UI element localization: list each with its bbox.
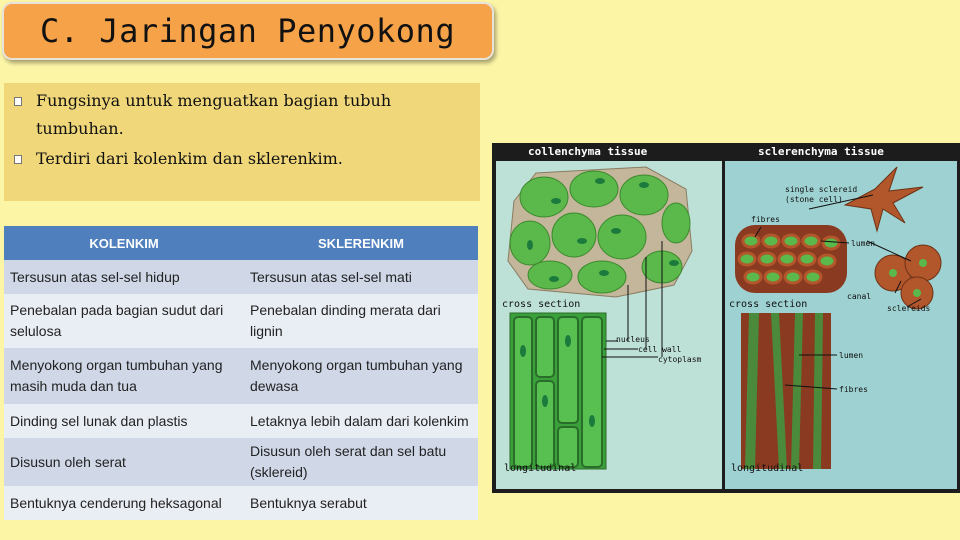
table-cell: Menyokong organ tumbuhan yang dewasa <box>244 348 478 404</box>
column-header-sklerenkim: SKLERENKIM <box>244 226 478 260</box>
bullet-list <box>4 83 480 201</box>
collenchyma-title: collenchyma tissue <box>528 145 648 158</box>
fibres-top-label: fibres <box>751 215 780 224</box>
bullet-item <box>14 87 476 143</box>
stone-cell-label: (stone cell) <box>785 195 843 204</box>
bullet-square-icon <box>14 155 22 164</box>
cytoplasm-label: cytoplasm <box>658 355 702 364</box>
table-row <box>4 348 478 404</box>
table-cell: Dinding sel lunak dan plastis <box>4 404 244 438</box>
longitudinal-label: longitudinal <box>731 463 804 474</box>
table-cell: Disusun oleh serat dan sel batu (sklereid) <box>244 438 478 486</box>
table-header-row <box>4 226 478 260</box>
collenchyma-illustration <box>496 161 722 489</box>
sclerenchyma-panel <box>725 161 957 489</box>
sclerenchyma-title: sclerenchyma tissue <box>758 145 884 158</box>
bullet-text: Terdiri dari kolenkim dan sklerenkim. <box>36 149 343 168</box>
table-cell: Tersusun atas sel-sel hidup <box>4 260 244 294</box>
nucleus-label: nucleus <box>616 335 650 344</box>
table-cell: Letaknya lebih dalam dari kolenkim <box>244 404 478 438</box>
longitudinal-cells <box>514 317 602 467</box>
column-header-kolenkim: KOLENKIM <box>4 226 244 260</box>
page-title: C. Jaringan Penyokong <box>40 12 456 50</box>
table-row <box>4 294 478 348</box>
table-cell: Penebalan dinding merata dari lignin <box>244 294 478 348</box>
single-sclereid-label: single sclereid <box>785 185 858 194</box>
fibres-mid-label: fibres <box>839 385 868 394</box>
comparison-table <box>4 226 478 520</box>
bullet-item <box>14 145 476 173</box>
table-cell: Tersusun atas sel-sel mati <box>244 260 478 294</box>
table-cell: Bentuknya serabut <box>244 486 478 520</box>
cross-section-label: cross section <box>502 299 581 310</box>
table-cell: Bentuknya cenderung heksagonal <box>4 486 244 520</box>
bullet-square-icon <box>14 97 22 106</box>
lumen-top-label: lumen <box>851 239 876 248</box>
sclereids-label: sclereids <box>887 304 931 313</box>
tissue-diagram <box>492 143 960 493</box>
canal-label: canal <box>847 292 872 301</box>
sclereid-cluster <box>875 245 941 309</box>
title-box <box>2 2 494 60</box>
table-cell: Disusun oleh serat <box>4 438 244 486</box>
table-row <box>4 260 478 294</box>
lumen-mid-label: lumen <box>839 351 864 360</box>
table-cell: Menyokong organ tumbuhan yang masih muda dan tua <box>4 348 244 404</box>
table-cell: Penebalan pada bagian sudut dari selulosa <box>4 294 244 348</box>
cell-wall-label: cell wall <box>638 345 682 354</box>
bullet-text: Fungsinya untuk menguatkan bagian tubuh tumbuhan. <box>36 91 392 138</box>
collenchyma-panel <box>496 161 722 489</box>
cross-section-label: cross section <box>729 299 808 310</box>
table-row <box>4 404 478 438</box>
table-row <box>4 438 478 486</box>
longitudinal-label: longitudinal <box>504 463 577 474</box>
sclerenchyma-illustration <box>725 161 957 489</box>
table-row <box>4 486 478 520</box>
